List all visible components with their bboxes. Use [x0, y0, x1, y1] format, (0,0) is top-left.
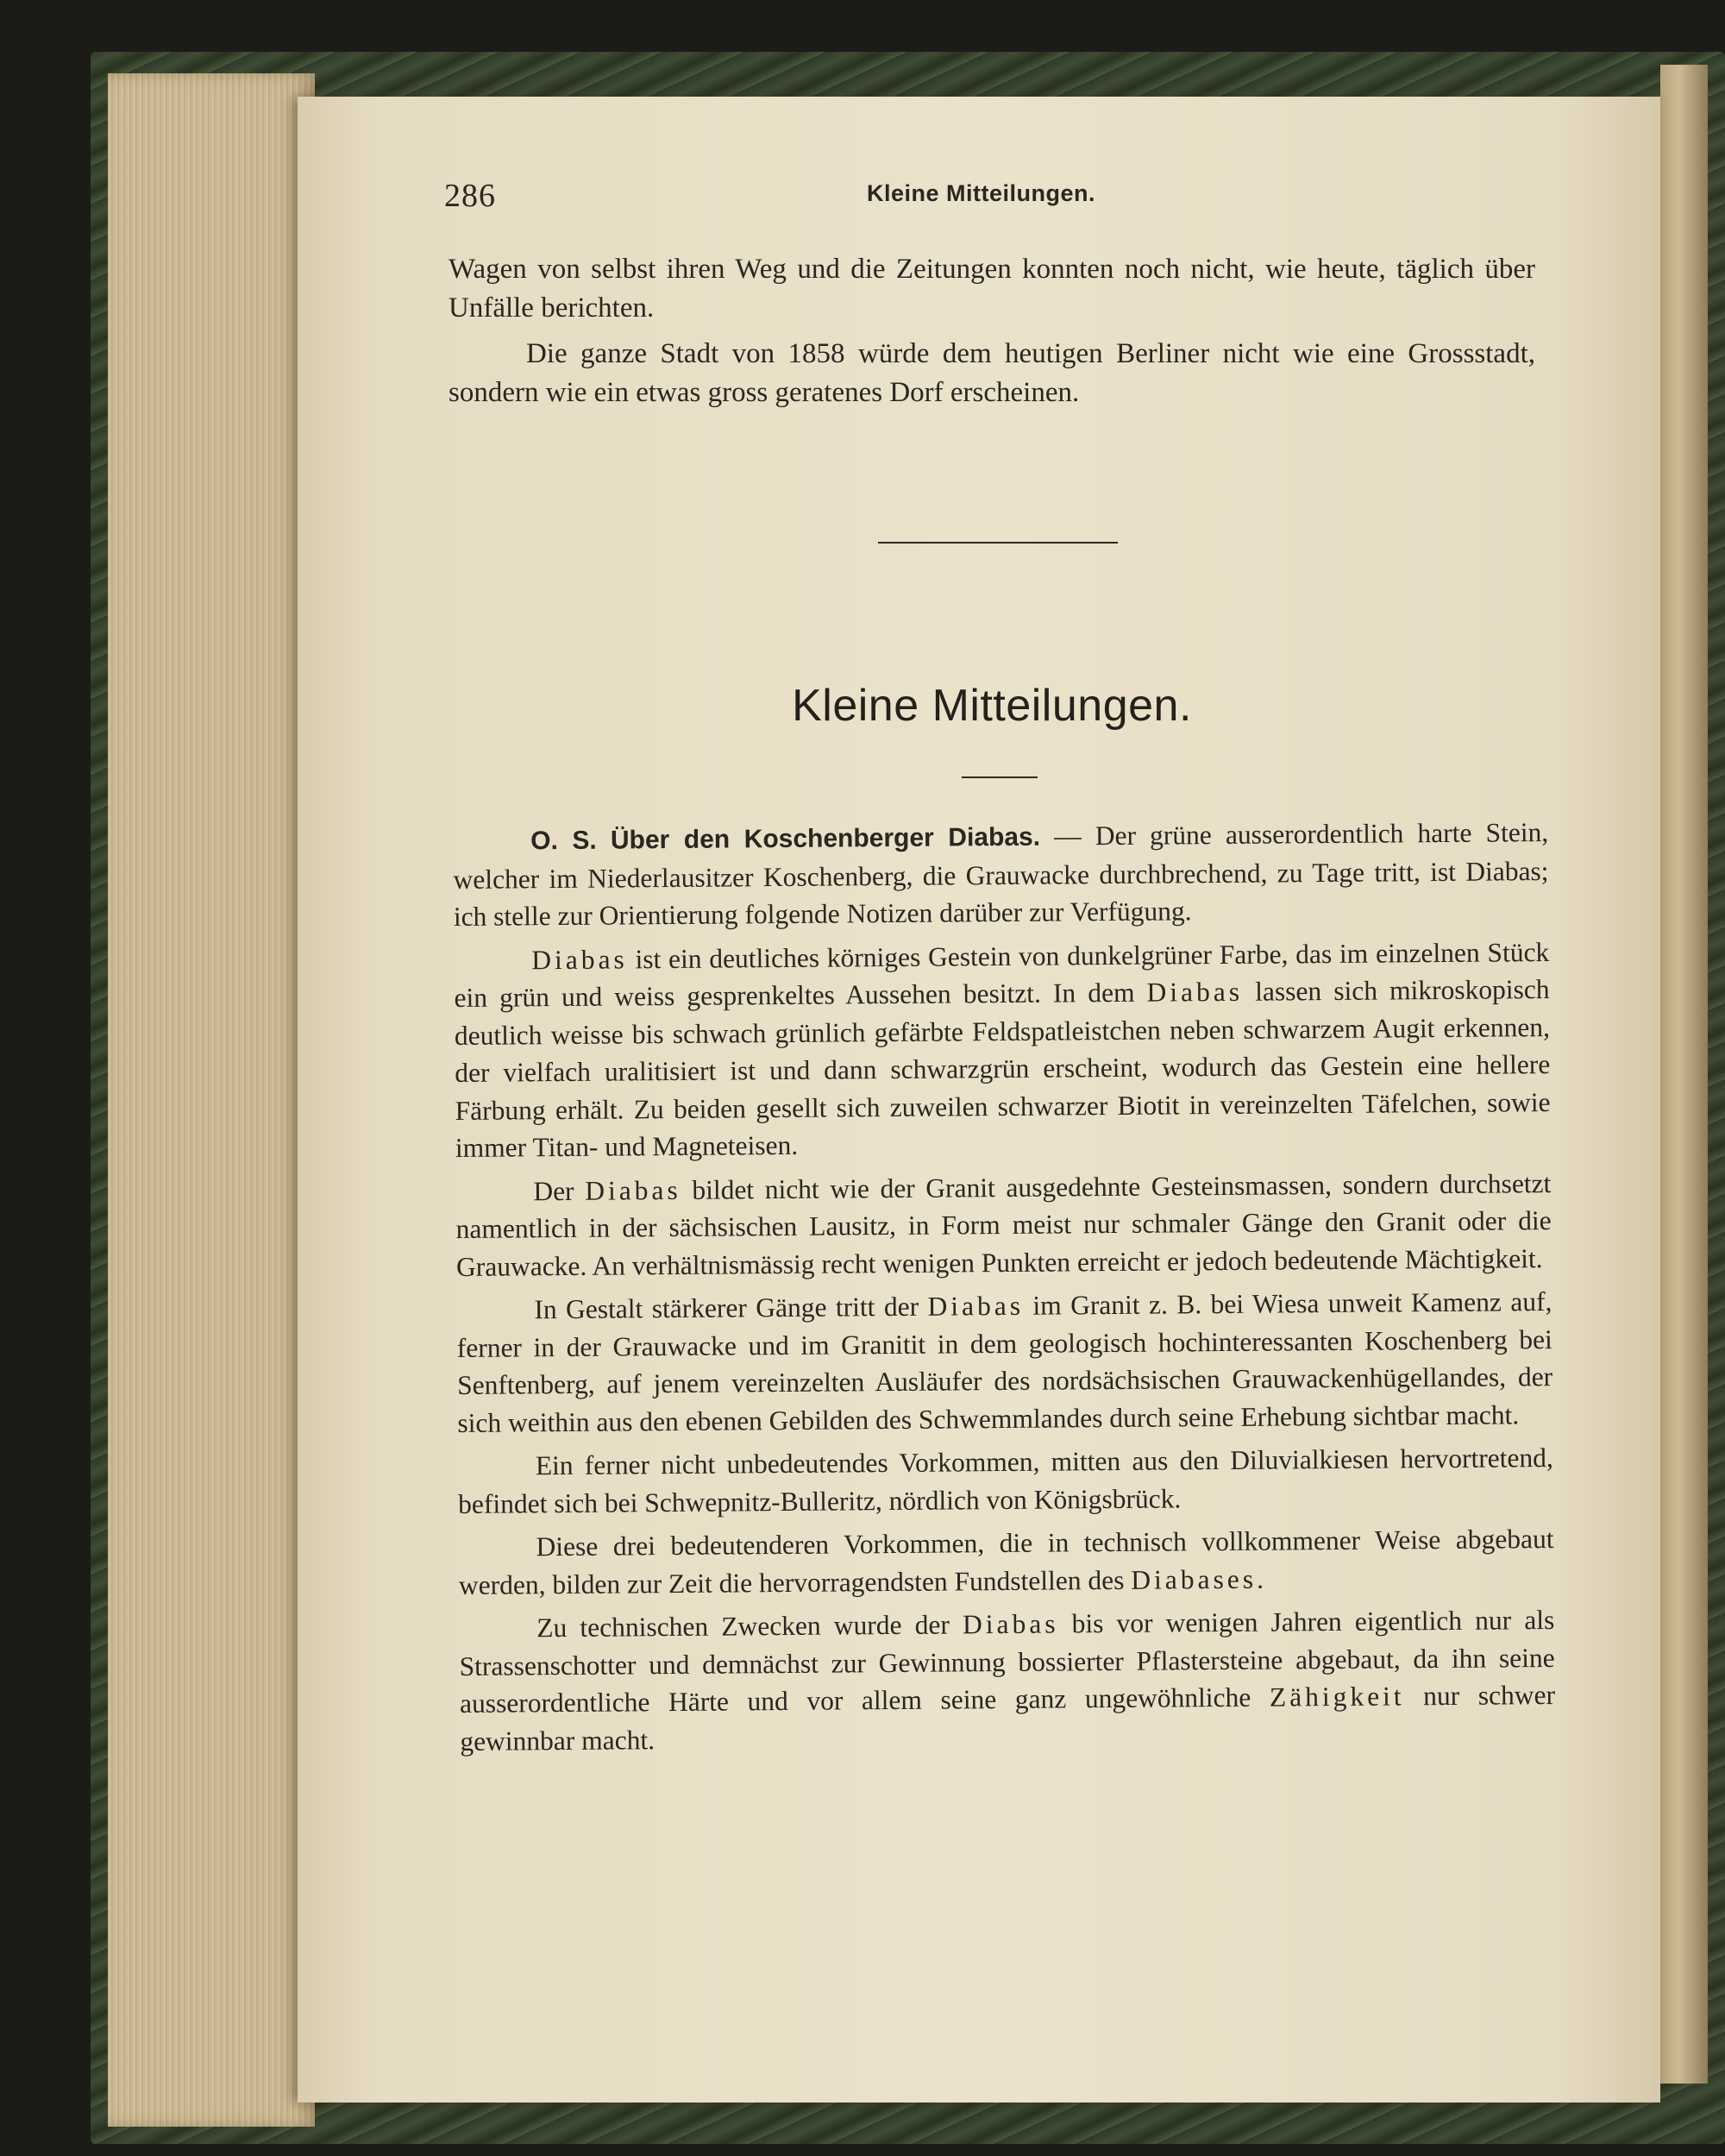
- right-page-edge: [1660, 65, 1708, 2084]
- spaced-term: Diabas: [531, 943, 628, 975]
- continued-text: [448, 250, 1535, 412]
- spaced-term: Diabas: [585, 1174, 681, 1206]
- page-stack-edge: [108, 73, 315, 2127]
- paragraph-text: Zu technischen Zwecken wurde der: [536, 1609, 963, 1644]
- spaced-term: Diabases: [1131, 1563, 1258, 1595]
- spaced-term: Diabas: [1146, 976, 1244, 1008]
- article-lead-paragraph: [453, 814, 1549, 935]
- paragraph: [458, 1520, 1554, 1604]
- paragraph-text: im Granit z. B. bei Wiesa unweit Kamenz auf, ferner in der Grauwacke und im Granitit in dem geologisch hochinteressanten Koschenberg bei Senftenberg, auf jenem vereinzelten Ausläufer des nordsächsischen Grauwackenhügellandes, der sich weithin aus den ebenen Gebilden des Schwemmlandes durch seine Erhebung sichtbar macht.: [456, 1286, 1553, 1438]
- paragraph-text: ist ein deutliches körniges Gestein von dunkelgrüner Farbe, das im einzelnen Stück ein grün und weiss gesprenkeltes Aussehen besitzt. In dem: [454, 936, 1550, 1013]
- page-number: 286: [444, 178, 496, 214]
- section-divider: [878, 542, 1118, 544]
- paragraph: [455, 1165, 1552, 1285]
- spaced-term: Diabas: [927, 1290, 1025, 1322]
- paragraph: Die ganze Stadt von 1858 würde dem heutigen Berliner nicht wie eine Grossstadt, sondern wie ein etwas gross geratenes Dorf erscheinen.: [448, 338, 1535, 408]
- spaced-term: Diabas: [962, 1608, 1059, 1640]
- paragraph: Wagen von selbst ihren Weg und die Zeitungen konnten noch nicht, wie heute, täglich über Unfälle berichten.: [448, 254, 1535, 324]
- article-title: Über den Koschenberger Diabas.: [610, 822, 1041, 855]
- paragraph: [456, 1283, 1552, 1442]
- paragraph-text: nur schwer gewinnbar macht.: [460, 1679, 1556, 1757]
- heading-underline: [962, 776, 1038, 778]
- page-header: [444, 177, 1548, 220]
- section-heading: Kleine Mitteilungen.: [792, 681, 1192, 731]
- paragraph: [454, 933, 1551, 1167]
- paragraph-text: bildet nicht wie der Granit ausgedehnte Gesteinsmassen, sondern durchsetzt namentlich in der sächsischen Lausitz, in Form meist nur schmaler Gänge den Granit oder die Grauwacke. An verhältnismässig recht wenigen Punkten erreicht er jedoch bedeutende Mächtigkeit.: [455, 1167, 1552, 1282]
- paragraph-text: Diese drei bedeutenderen Vorkommen, die in technisch vollkommener Weise abgebaut werden, bilden zur Zeit die hervorragendsten Fundstellen des: [458, 1524, 1554, 1600]
- paragraph-text: Der: [533, 1175, 586, 1206]
- paragraph: Ein ferner nicht unbedeutendes Vorkommen, mitten aus den Diluvialkiesen hervortretend, befindet sich bei Schwepnitz-Bulleritz, nördlich von Königsbrück.: [458, 1443, 1553, 1519]
- spaced-term: Zähigkeit: [1269, 1681, 1405, 1713]
- article-body: [453, 814, 1555, 1760]
- paragraph-text: lassen sich mikroskopisch deutlich weisse bis schwach grünlich gefärbte Feldspatleistchen neben schwarzem Augit erkennen, der vielfach uralitisiert ist und dann schwarzgrün erscheint, wodurch das Gestein eine hellere Färbung erhält. Zu beiden gesellt sich zuweilen schwarzer Biotit in vereinzelten Täfelchen, sowie immer Titan- und Magneteisen.: [454, 974, 1551, 1163]
- paragraph-text: bis vor wenigen Jahren eigentlich nur als Strassenschotter und demnächst zur Gewinnung bossierter Pflastersteine abgebaut, da ihn seine ausserordentliche Härte und vor allem seine ganz ungewöhnliche: [459, 1604, 1555, 1719]
- article-author: O. S.: [530, 826, 597, 856]
- paragraph-text: In Gestalt stärkerer Gänge tritt der: [534, 1291, 928, 1325]
- paragraph-text: .: [1256, 1563, 1264, 1594]
- paragraph-text: — Der grüne ausserordentlich harte Stein, welcher im Niederlausitzer Koschenberg, die Grauwacke durchbrechend, zu Tage tritt, ist Diabas; ich stelle zur Orientierung folgende Notizen darüber zur Verfügung.: [453, 817, 1549, 932]
- running-title: Kleine Mitteilungen.: [867, 180, 1096, 206]
- paragraph: [459, 1601, 1555, 1760]
